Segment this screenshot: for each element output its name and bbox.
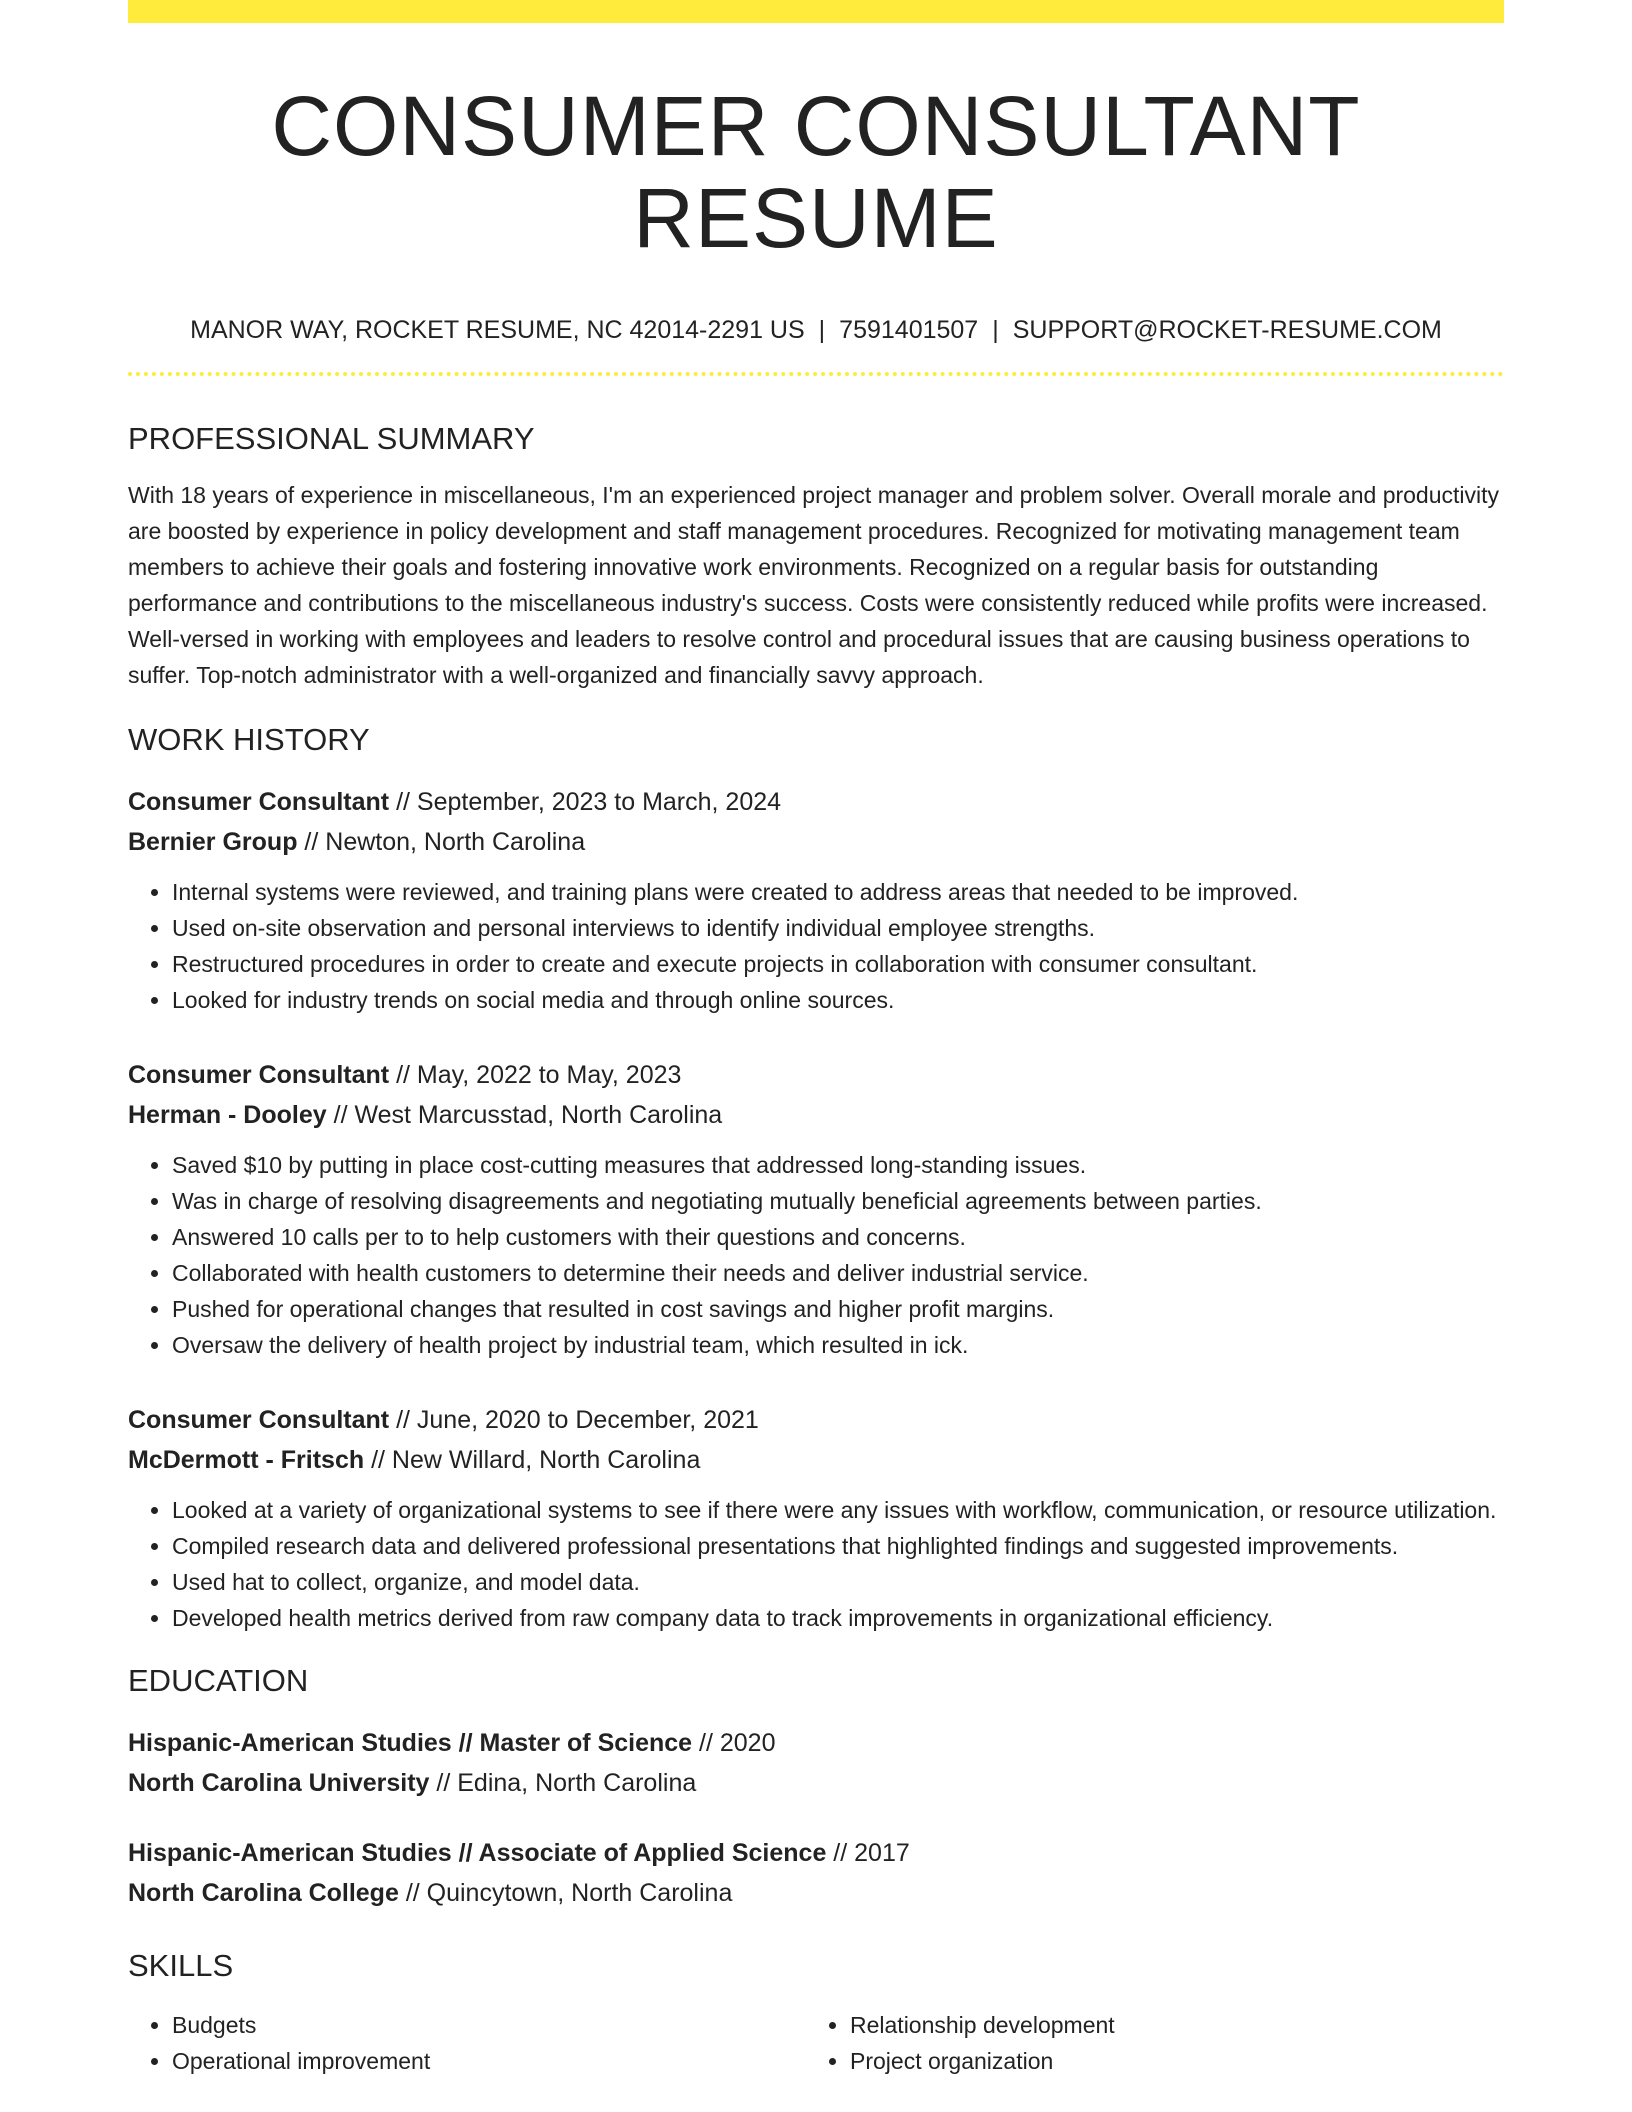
skills-list-left <box>128 2007 808 2079</box>
degree-line <box>128 1723 1504 1763</box>
job-bullets <box>128 1147 1504 1363</box>
degree-year: // 2017 <box>826 1839 910 1868</box>
degree-line <box>128 1833 1504 1873</box>
skill-item: • Relationship development <box>850 2007 1486 2043</box>
contact-separator: | <box>992 315 999 344</box>
degree: Hispanic-American Studies // Master of Science <box>128 1729 693 1758</box>
summary-text: With 18 years of experience in miscellaneous, I'm an experienced project manager and problem solver. Overall morale and productivity are boosted by experience in policy development and staff management procedures. Recognized for motivating management team members to achieve their goals and fostering innovative work environments. Recognized on a regular basis for outstanding performance and contributions to the miscellaneous industry's success. Costs were consistently reduced while profits were increased. Well-versed in working with employees and leaders to resolve control and procedural issues that are causing business operations to suffer. Top-notch administrator with a well-organized and financially savvy approach. <box>128 481 1500 688</box>
dotted-divider <box>128 372 1504 376</box>
job-title-line <box>128 1055 1504 1095</box>
education-heading: EDUCATION <box>128 1663 309 1699</box>
school-line <box>128 1873 1504 1913</box>
work-history-heading: WORK HISTORY <box>128 721 370 757</box>
job-entry <box>128 782 1504 1018</box>
skill-item: • Budgets <box>172 2007 808 2043</box>
job-bullet: • Restructured procedures in order to create and execute projects in collaboration with consumer consultant. <box>172 946 1504 982</box>
job-bullet: • Oversaw the delivery of health project by industrial team, which resulted in ick. <box>172 1327 1504 1363</box>
skill-item: • Project organization <box>850 2043 1486 2079</box>
degree: Hispanic-American Studies // Associate of Applied Science <box>128 1839 827 1868</box>
job-entry <box>128 1055 1504 1363</box>
job-title-line <box>128 1400 1504 1440</box>
job-bullet: • Collaborated with health customers to determine their needs and deliver industrial service. <box>172 1255 1504 1291</box>
job-bullet: • Pushed for operational changes that resulted in cost savings and higher profit margins. <box>172 1291 1504 1327</box>
degree-year: // 2020 <box>692 1729 776 1758</box>
job-company: McDermott - Fritsch <box>128 1446 365 1475</box>
job-location: // West Marcusstad, North Carolina <box>326 1101 723 1130</box>
job-company: Bernier Group <box>128 828 298 857</box>
job-company-line <box>128 1440 1504 1480</box>
job-dates: // September, 2023 to March, 2024 <box>389 788 782 817</box>
job-title: Consumer Consultant <box>128 1061 390 1090</box>
education-entry <box>128 1833 1504 1913</box>
skills-list-right <box>806 2007 1486 2079</box>
skills-heading: SKILLS <box>128 1948 234 1984</box>
resume-page <box>128 0 1504 2079</box>
accent-top-bar <box>128 0 1504 23</box>
job-bullet: • Answered 10 calls per to to help customers with their questions and concerns. <box>172 1219 1504 1255</box>
job-bullet: • Internal systems were reviewed, and training plans were created to address areas that needed to be improved. <box>172 874 1504 910</box>
job-bullet: • Was in charge of resolving disagreements and negotiating mutually beneficial agreements between parties. <box>172 1183 1504 1219</box>
job-bullet: • Compiled research data and delivered professional presentations that highlighted findings and suggested improvements. <box>172 1528 1504 1564</box>
job-entry <box>128 1400 1504 1636</box>
job-bullet: • Looked at a variety of organizational systems to see if there were any issues with workflow, communication, or resource utilization. <box>172 1492 1504 1528</box>
job-bullet: • Developed health metrics derived from raw company data to track improvements in organizational efficiency. <box>172 1600 1504 1636</box>
contact-separator: | <box>818 315 826 344</box>
resume-title: CONSUMER CONSULTANT RESUME <box>271 79 1361 266</box>
job-bullet: • Used hat to collect, organize, and model data. <box>172 1564 1504 1600</box>
skills-columns <box>128 2007 1504 2079</box>
job-title: Consumer Consultant <box>128 788 390 817</box>
job-bullet: • Looked for industry trends on social media and through online sources. <box>172 982 1504 1018</box>
contact-phone: 7591401507 <box>839 315 979 344</box>
job-bullets <box>128 874 1504 1018</box>
contact-line <box>128 315 1504 345</box>
school-line <box>128 1763 1504 1803</box>
job-bullet: • Used on-site observation and personal interviews to identify individual employee strengths. <box>172 910 1504 946</box>
school: North Carolina University <box>128 1769 430 1798</box>
job-bullets <box>128 1492 1504 1636</box>
job-company-line <box>128 822 1504 862</box>
school: North Carolina College <box>128 1879 399 1908</box>
job-location: // Newton, North Carolina <box>297 828 586 857</box>
job-dates: // June, 2020 to December, 2021 <box>389 1406 759 1435</box>
contact-address: MANOR WAY, ROCKET RESUME, NC 42014-2291 US <box>190 315 805 344</box>
job-title-line <box>128 782 1504 822</box>
job-dates: // May, 2022 to May, 2023 <box>389 1061 682 1090</box>
skill-item: • Operational improvement <box>172 2043 808 2079</box>
education-entry <box>128 1723 1504 1803</box>
job-bullet: • Saved $10 by putting in place cost-cutting measures that addressed long-standing issues. <box>172 1147 1504 1183</box>
summary-heading: PROFESSIONAL SUMMARY <box>128 420 535 456</box>
school-location: // Edina, North Carolina <box>429 1769 697 1798</box>
contact-email: SUPPORT@ROCKET-RESUME.COM <box>1012 315 1442 344</box>
school-location: // Quincytown, North Carolina <box>398 1879 733 1908</box>
job-company-line <box>128 1095 1504 1135</box>
job-location: // New Willard, North Carolina <box>364 1446 701 1475</box>
job-title: Consumer Consultant <box>128 1406 390 1435</box>
job-company: Herman - Dooley <box>128 1101 327 1130</box>
